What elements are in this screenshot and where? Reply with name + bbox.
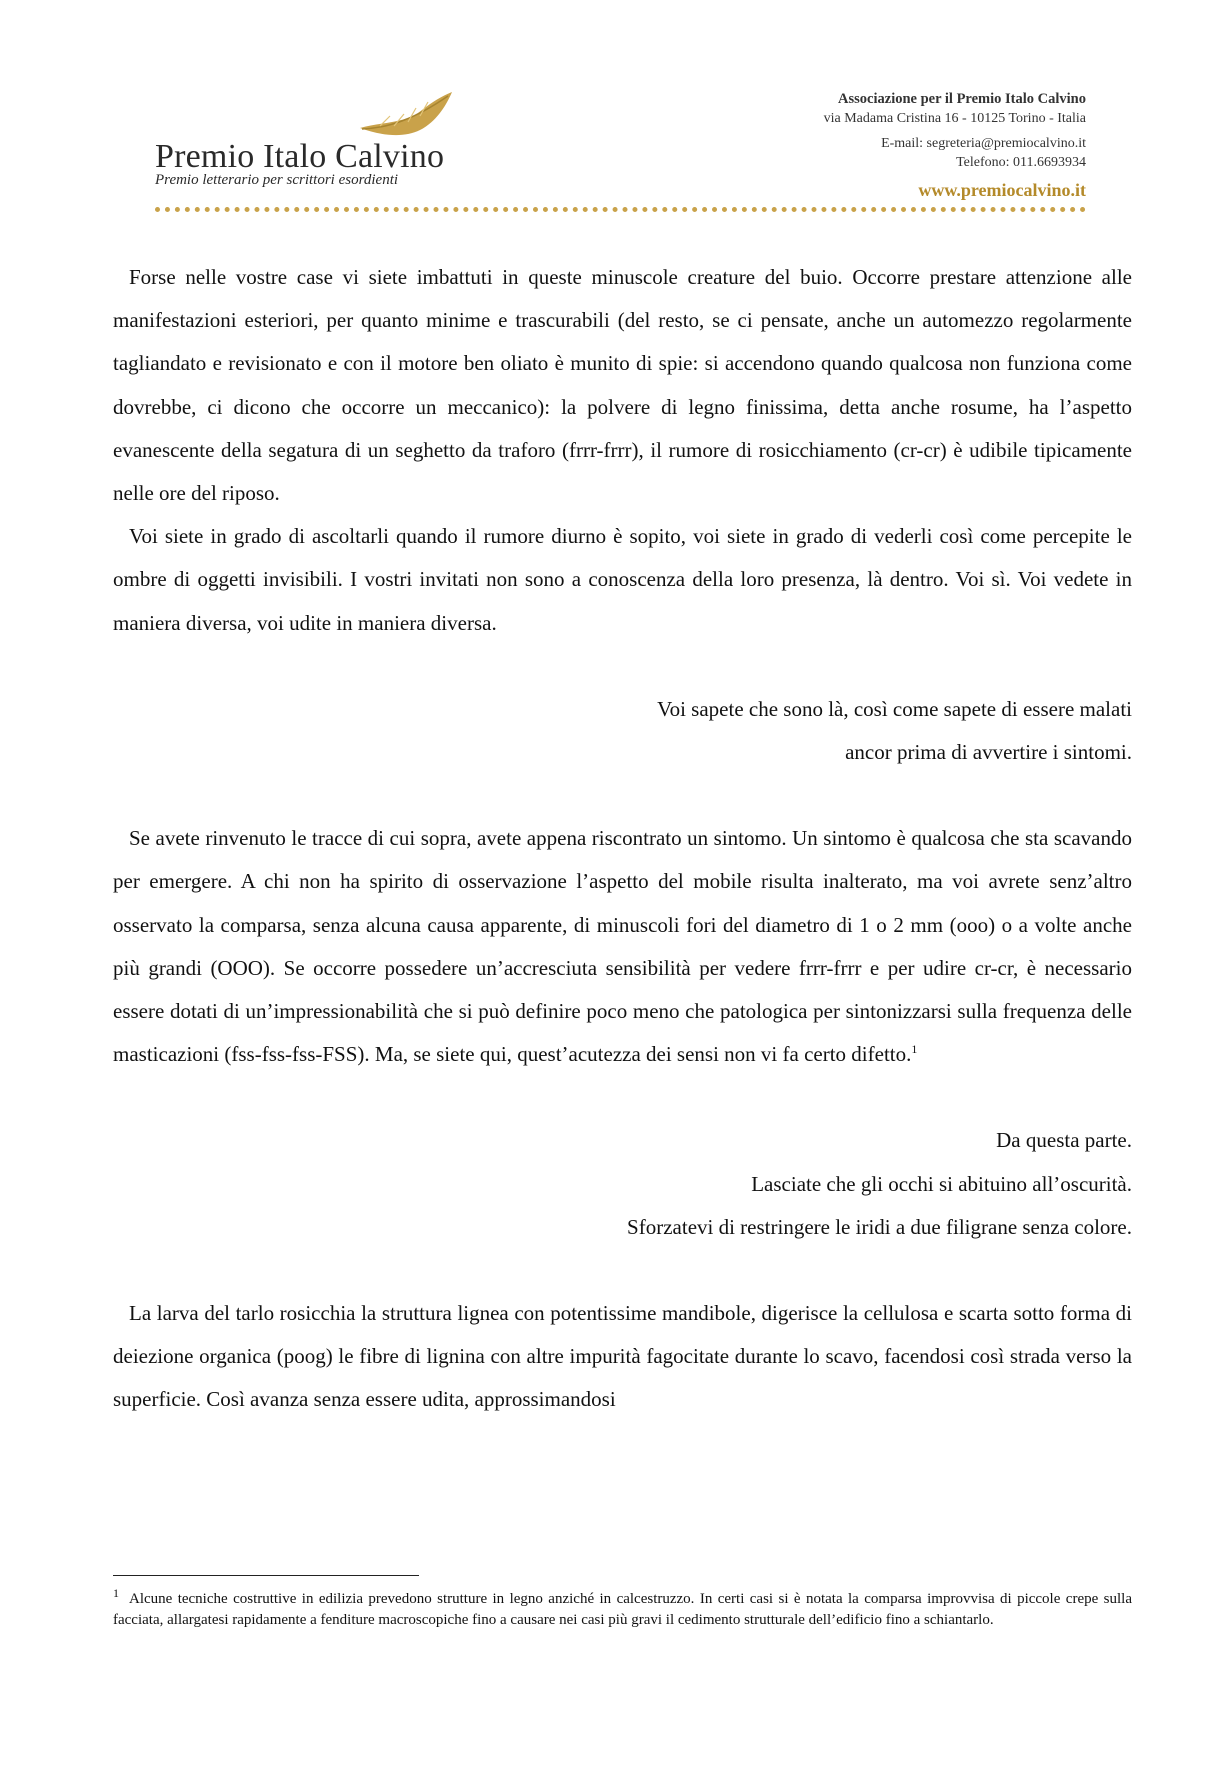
association-name: Associazione per il Premio Italo Calvino — [838, 91, 1086, 107]
paragraph-3-text: Se avete rinvenuto le tracce di cui sopra, avete appena riscontrato un sintomo. Un sintomo è qualcosa che sta scavando per emergere. A chi non ha spirito di osservazione l’aspetto del mobile risulta inalterato, ma voi avrete senz’altro osservato la comparsa, senza alcuna causa apparente, di minuscoli fori del diametro di 1 o 2 mm (ooo) o a volte anche più grandi (OOO). Se occorre possedere un’accresciuta sensibilità per vedere frrr-frrr e per udire cr-cr, è necessario essere dotati di un’impressionabilità che si può definire poco meno che patologica per sintonizzarsi sulla frequenza delle masticazioni (fss-fss-fss-FSS). Ma, se siete qui, quest’acutezza dei sensi non vi fa certo difetto. — [113, 826, 1132, 1067]
contact-block — [666, 90, 1086, 200]
verse-line: Voi sapete che sono là, così come sapete di essere malati — [657, 696, 1132, 721]
header-divider — [155, 207, 1086, 212]
address: via Madama Cristina 16 - 10125 Torino - Italia — [823, 111, 1086, 126]
spacer — [113, 1076, 1132, 1119]
verse-line: Da questa parte. — [996, 1128, 1132, 1153]
footnote-ref[interactable]: 1 — [911, 1042, 918, 1057]
verse-line: Lasciate che gli occhi si abituino all’oscurità. — [751, 1171, 1132, 1196]
paragraph-2: Voi siete in grado di ascoltarli quando il rumore diurno è sopito, voi siete in grado di vederli così come percepite le ombre di oggetti invisibili. I vostri invitati non sono a conoscenza della loro presenza, là dentro. Voi sì. Voi vedete in maniera diversa, voi udite in maniera diversa. — [113, 524, 1132, 635]
spacer — [113, 645, 1132, 688]
paragraph-4: La larva del tarlo rosicchia la struttura lignea con potentissime mandibole, digerisce la cellulosa e scarta sotto forma di deiezione organica (poog) le fibre di lignina con altre impurità fagocitate durante lo scavo, facendosi così strada verso la superficie. Così avanza senza essere udita, approssimandosi — [113, 1301, 1132, 1412]
letterhead — [0, 0, 1226, 220]
footnote — [113, 1586, 1132, 1631]
website-link[interactable]: www.premiocalvino.it — [918, 180, 1086, 200]
document-body — [113, 256, 1132, 1422]
paragraph-3 — [113, 817, 1132, 1076]
verse-line: Sforzatevi di restringere le iridi a due filigrane senza colore. — [627, 1214, 1132, 1239]
footnote-number: 1 — [113, 1586, 119, 1600]
paragraph-1: Forse nelle vostre case vi siete imbattuti in queste minuscole creature del buio. Occorre prestare attenzione alle manifestazioni esteriori, per quanto minime e trascurabili (del resto, se ci pensate, anche un automezzo regolarmente tagliandato e revisionato e con il motore ben oliato è munito di spie: si accendono quando qualcosa non funziona come dovrebbe, ci dicono che occorre un meccanico): la polvere di legno finissima, detta anche rosume, ha l’aspetto evanescente della segatura di un seghetto da traforo (frrr-frrr), il rumore di rosicchiamento (cr-cr) è udibile tipicamente nelle ore del riposo. — [113, 265, 1132, 506]
email: E-mail: segreteria@premiocalvino.it — [881, 136, 1086, 151]
logo-title: Premio Italo Calvino — [155, 138, 445, 175]
spacer — [113, 1249, 1132, 1292]
logo-subtitle: Premio letterario per scrittori esordienti — [155, 172, 399, 188]
spacer — [113, 774, 1132, 817]
verse-line: ancor prima di avvertire i sintomi. — [845, 740, 1132, 765]
footnote-text: Alcune tecniche costruttive in edilizia prevedono strutture in legno anziché in calcestruzzo. In certi casi si è notata la comparsa improvvisa di piccole crepe sulla facciata, allargatesi rapidamente a fenditure macroscopiche fino a causare nei casi più gravi il cedimento strutturale dell’edificio fino a schiantarlo. — [113, 1591, 1132, 1628]
footnote-divider — [113, 1575, 419, 1576]
phone: Telefono: 011.6693934 — [956, 155, 1086, 170]
